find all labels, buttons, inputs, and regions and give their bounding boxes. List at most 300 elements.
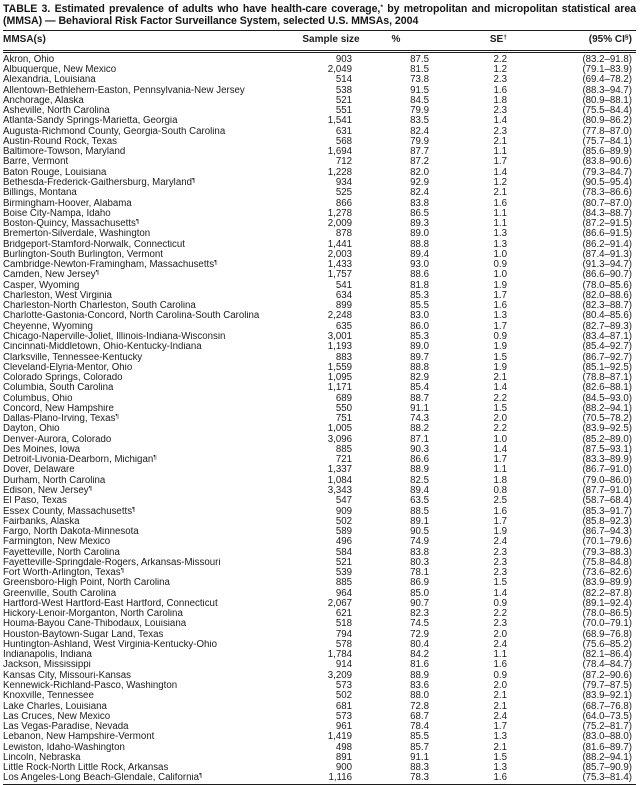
mmsa-name-cell: Barre, Vermont [3, 157, 69, 168]
ci-cell: (75.8–84.8) [582, 556, 632, 568]
title-footnote-marker: * [380, 4, 383, 11]
mmsa-name-cell: Austin-Round Rock, Texas [3, 136, 117, 147]
se-cell: 1.2 [493, 177, 507, 188]
se-cell: 1.1 [493, 464, 507, 476]
table-row [3, 209, 636, 219]
percent-cell: 63.5 [410, 495, 429, 507]
se-cell: 1.8 [493, 474, 507, 486]
footnote-marker: ¶ [153, 455, 157, 462]
percent-cell: 82.9 [410, 372, 429, 384]
percent-cell: 83.8 [410, 546, 429, 558]
percent-cell: 88.0 [410, 690, 429, 702]
ci-cell: (83.4–87.1) [582, 330, 632, 342]
mmsa-name-cell: Knoxville, Tennessee [3, 691, 94, 702]
col-header-percent: % [361, 30, 431, 51]
table-title-text-continued: by metropolitan and micropolitan statistical area (MMSA) — Behavioral Risk Factor Surveillance System, selected U.S. MMSAs, 2004 [3, 3, 636, 28]
table-row [3, 219, 636, 229]
se-cell: 1.5 [493, 751, 507, 763]
table-row [3, 127, 636, 137]
sample-size-cell: 635 [335, 320, 352, 332]
mmsa-name-cell: Houma-Bayou Cane-Thibodaux, Louisiana [3, 619, 187, 630]
table-row [3, 250, 636, 260]
percent-cell: 88.2 [410, 423, 429, 435]
sample-size-cell: 1,084 [327, 474, 352, 486]
percent-cell: 74.3 [410, 413, 429, 425]
se-cell: 2.1 [493, 690, 507, 702]
ci-cell: (83.2–91.8) [582, 53, 632, 65]
se-cell: 1.3 [493, 228, 507, 240]
sample-size-cell: 1,116 [328, 772, 352, 784]
mmsa-name-cell: Las Cruces, New Mexico [3, 711, 111, 722]
se-cell: 2.1 [493, 372, 507, 384]
se-cell: 2.3 [493, 567, 507, 579]
sample-size-cell: 885 [335, 443, 352, 455]
percent-cell: 91.5 [410, 84, 429, 96]
percent-cell: 87.1 [410, 433, 429, 445]
percent-cell: 82.4 [410, 125, 429, 137]
ci-cell: (88.3–94.7) [582, 84, 632, 96]
sample-size-cell: 866 [335, 197, 352, 209]
percent-cell: 88.8 [410, 361, 429, 373]
table-row [3, 363, 636, 373]
sample-size-cell: 891 [335, 751, 352, 763]
mmsa-name-cell: Fargo, North Dakota-Minnesota [3, 527, 139, 538]
table-row [3, 260, 636, 270]
percent-cell: 88.5 [410, 505, 429, 517]
percent-cell: 68.7 [410, 710, 429, 722]
ci-cell: (78.0–86.5) [582, 608, 632, 620]
se-cell: 2.3 [493, 546, 507, 558]
prevalence-table [3, 30, 636, 785]
sample-size-cell: 1,433 [327, 259, 352, 271]
mmsa-name-cell: Cheyenne, Wyoming [3, 321, 93, 332]
ci-cell: (80.7–87.0) [582, 197, 632, 209]
mmsa-name-cell: Cleveland-Elyria-Mentor, Ohio [3, 362, 133, 373]
se-cell: 2.3 [493, 74, 507, 86]
sample-size-cell: 1,419 [327, 731, 352, 743]
ci-cell: (85.6–89.9) [582, 146, 632, 158]
percent-cell: 85.5 [410, 300, 429, 312]
sample-size-cell: 900 [335, 762, 352, 774]
sample-size-cell: 721 [335, 454, 352, 466]
se-cell: 2.4 [493, 536, 507, 548]
table-row [3, 640, 636, 650]
se-cell: 1.4 [493, 115, 507, 127]
se-cell: 1.1 [493, 207, 507, 219]
ci-cell: (90.5–95.4) [582, 177, 632, 188]
se-cell: 1.4 [493, 166, 507, 178]
se-cell: 2.2 [493, 608, 507, 620]
percent-cell: 86.5 [410, 207, 429, 219]
ci-cell: (86.7–92.7) [582, 351, 632, 363]
ci-cell: (82.6–88.1) [582, 382, 632, 394]
sample-size-cell: 578 [335, 638, 352, 650]
footnote-marker: † [503, 34, 507, 42]
sample-size-cell: 550 [335, 402, 352, 414]
percent-cell: 81.6 [410, 659, 429, 671]
percent-cell: 78.1 [410, 567, 429, 579]
ci-cell: (79.0–86.0) [582, 474, 632, 486]
ci-cell: (70.1–79.6) [582, 536, 632, 548]
percent-cell: 89.1 [410, 515, 429, 527]
se-cell: 1.5 [493, 351, 507, 363]
ci-cell: (64.0–73.5) [582, 710, 632, 722]
se-cell: 1.5 [493, 577, 507, 589]
mmsa-name-cell: Clarksville, Tennessee-Kentucky [3, 352, 143, 363]
table-row [3, 322, 636, 332]
se-cell: 2.1 [493, 741, 507, 753]
table-row [3, 229, 636, 239]
se-cell: 2.2 [493, 423, 507, 435]
se-cell: 1.7 [493, 289, 507, 301]
percent-cell: 72.9 [410, 628, 429, 640]
sample-size-cell: 961 [335, 721, 352, 733]
mmsa-name-cell: Augusta-Richmond County, Georgia-South Carolina [3, 126, 226, 137]
percent-cell: 83.5 [410, 115, 429, 127]
se-cell: 2.1 [493, 700, 507, 712]
mmsa-name-cell: Kennewick-Richland-Pasco, Washington [3, 681, 178, 692]
se-cell: 1.0 [493, 269, 507, 281]
mmsa-name-cell: Los Angeles-Long Beach-Glendale, California¶ [3, 773, 203, 784]
se-cell: 2.1 [493, 135, 507, 147]
sample-size-cell: 3,001 [327, 330, 352, 342]
table-row [3, 311, 636, 321]
sample-size-cell: 1,694 [327, 146, 352, 158]
ci-cell: (87.5–93.1) [582, 443, 632, 455]
mmsa-name-cell: Boston-Quincy, Massachusetts¶ [3, 219, 140, 230]
table-row [3, 353, 636, 363]
percent-cell: 82.4 [410, 187, 429, 199]
percent-cell: 79.9 [410, 105, 429, 117]
table-body [3, 51, 636, 784]
sample-size-cell: 538 [335, 84, 352, 96]
sample-size-cell: 568 [335, 135, 352, 147]
mmsa-name-cell: Boise City-Nampa, Idaho [3, 208, 111, 219]
se-cell: 2.0 [493, 680, 507, 692]
table-row [3, 486, 636, 496]
mmsa-name-cell: Allentown-Bethlehem-Easton, Pennsylvania-New Jersey [3, 85, 245, 96]
percent-cell: 78.4 [410, 721, 429, 733]
se-cell: 0.8 [493, 484, 507, 496]
mmsa-name-cell: Jackson, Mississippi [3, 660, 91, 671]
sample-size-cell: 899 [335, 300, 352, 312]
percent-cell: 89.0 [410, 228, 429, 240]
mmsa-name-cell: Fairbanks, Alaska [3, 516, 80, 527]
se-cell: 1.6 [493, 772, 507, 784]
percent-cell: 84.5 [410, 94, 429, 106]
table-row [3, 188, 636, 198]
table-header [3, 30, 636, 51]
se-cell: 0.9 [493, 669, 507, 681]
sample-size-cell: 909 [335, 505, 352, 517]
sample-size-cell: 2,067 [327, 597, 352, 609]
ci-cell: (78.0–85.6) [582, 279, 632, 291]
ci-cell: (82.1–86.4) [582, 649, 632, 661]
percent-cell: 89.4 [410, 484, 429, 496]
table-row [3, 578, 636, 588]
sample-size-cell: 1,559 [327, 361, 352, 373]
se-cell: 1.6 [493, 659, 507, 671]
ci-cell: (69.4–78.2) [582, 74, 632, 86]
ci-cell: (68.9–76.8) [582, 628, 632, 640]
table-row [3, 589, 636, 599]
mmsa-name-cell: Kansas City, Missouri-Kansas [3, 670, 131, 681]
mmsa-name-cell: Baltimore-Towson, Maryland [3, 147, 126, 158]
mmsa-name-cell: Asheville, North Carolina [3, 106, 110, 117]
table-row [3, 394, 636, 404]
se-cell: 1.7 [493, 721, 507, 733]
ci-cell: (88.2–94.1) [582, 402, 632, 414]
sample-size-cell: 2,003 [327, 248, 352, 260]
percent-cell: 80.3 [410, 556, 429, 568]
se-cell: 1.7 [493, 454, 507, 466]
sample-size-cell: 496 [335, 536, 352, 548]
se-cell: 1.7 [493, 515, 507, 527]
ci-cell: (83.9–89.9) [582, 577, 632, 589]
sample-size-cell: 1,757 [327, 269, 352, 281]
ci-cell: (83.8–90.6) [582, 156, 632, 168]
mmsa-name-cell: Little Rock-North Little Rock, Arkansas [3, 763, 169, 774]
sample-size-cell: 502 [335, 515, 352, 527]
mmsa-name-cell: Las Vegas-Paradise, Nevada [3, 722, 129, 733]
table-row [3, 65, 636, 75]
mmsa-name-cell: Greensboro-High Point, North Carolina [3, 578, 170, 589]
sample-size-cell: 521 [335, 556, 352, 568]
table-row [3, 496, 636, 506]
table-row [3, 671, 636, 681]
footnote-marker: ¶ [135, 219, 140, 226]
table-row [3, 116, 636, 126]
table-row [3, 373, 636, 383]
ci-cell: (79.7–87.5) [582, 680, 632, 692]
table-row [3, 301, 636, 311]
ci-cell: (85.1–92.5) [582, 361, 632, 373]
percent-cell: 85.4 [410, 382, 429, 394]
se-cell: 1.9 [493, 526, 507, 538]
percent-cell: 85.7 [410, 741, 429, 753]
se-cell: 1.3 [493, 238, 507, 250]
table-row [3, 270, 636, 280]
ci-cell: (83.3–89.9) [582, 454, 632, 466]
percent-cell: 80.4 [410, 638, 429, 650]
mmsa-name-cell: Charlotte-Gastonia-Concord, North Carolina-South Carolina [3, 311, 260, 322]
mmsa-name-cell: Camden, New Jersey¶ [3, 270, 100, 281]
table-row [3, 199, 636, 209]
footnote-marker: § [624, 34, 629, 42]
table-row [3, 691, 636, 701]
ci-cell: (85.4–92.7) [582, 341, 632, 353]
ci-cell: (86.6–91.5) [582, 228, 632, 240]
ci-cell: (87.2–90.6) [582, 669, 632, 681]
se-cell: 2.0 [493, 628, 507, 640]
mmsa-name-cell: Bridgeport-Stamford-Norwalk, Connecticut [3, 239, 185, 250]
se-cell: 2.3 [493, 556, 507, 568]
sample-size-cell: 885 [335, 577, 352, 589]
sample-size-cell: 712 [335, 156, 352, 168]
se-cell: 1.1 [493, 649, 507, 661]
mmsa-name-cell: Albuquerque, New Mexico [3, 65, 117, 76]
se-cell: 1.0 [493, 248, 507, 260]
ci-cell: (75.5–84.4) [582, 105, 632, 117]
percent-cell: 83.0 [410, 310, 429, 322]
col-header-ci: (95% CI§) [511, 30, 636, 51]
table-row [3, 732, 636, 742]
ci-cell: (75.3–81.4) [582, 772, 632, 784]
mmsa-name-cell: El Paso, Texas [3, 496, 67, 507]
sample-size-cell: 539 [335, 567, 352, 579]
sample-size-cell: 573 [335, 710, 352, 722]
sample-size-cell: 631 [335, 125, 352, 137]
ci-cell: (82.3–88.7) [582, 300, 632, 312]
se-cell: 2.4 [493, 638, 507, 650]
sample-size-cell: 589 [335, 526, 352, 538]
sample-size-cell: 3,209 [327, 669, 352, 681]
sample-size-cell: 514 [335, 74, 352, 86]
se-cell: 1.8 [493, 94, 507, 106]
table-row [3, 240, 636, 250]
mmsa-name-cell: Huntington-Ashland, West Virginia-Kentucky-Ohio [3, 639, 217, 650]
footnote-marker: ¶ [95, 270, 100, 277]
percent-cell: 89.0 [410, 341, 429, 353]
sample-size-cell: 547 [335, 495, 352, 507]
se-cell: 2.5 [493, 495, 507, 507]
se-cell: 2.2 [493, 392, 507, 404]
ci-cell: (86.7–91.0) [582, 464, 632, 476]
percent-cell: 91.1 [410, 751, 429, 763]
sample-size-cell: 964 [335, 587, 352, 599]
table-row [3, 712, 636, 722]
mmsa-name-cell: Baton Rouge, Louisiana [3, 167, 107, 178]
mmsa-name-cell: Dallas-Plano-Irving, Texas¶ [3, 414, 120, 425]
ci-cell: (75.2–81.7) [582, 721, 632, 733]
mmsa-name-cell: Charleston-North Charleston, South Carolina [3, 301, 196, 312]
se-cell: 1.4 [493, 382, 507, 394]
percent-cell: 84.2 [410, 649, 429, 661]
ci-cell: (88.2–94.1) [582, 751, 632, 763]
percent-cell: 91.1 [410, 402, 429, 414]
table-row [3, 414, 636, 424]
ci-cell: (80.9–86.2) [582, 115, 632, 127]
mmsa-name-cell: Akron, Ohio [3, 53, 55, 65]
ci-cell: (86.6–90.7) [582, 269, 632, 281]
percent-cell: 93.0 [410, 259, 429, 271]
table-row [3, 763, 636, 773]
se-cell: 0.9 [493, 597, 507, 609]
se-cell: 2.3 [493, 125, 507, 137]
sample-size-cell: 1,441 [327, 238, 352, 250]
table-row [3, 455, 636, 465]
se-cell: 1.7 [493, 156, 507, 168]
percent-cell: 74.9 [410, 536, 429, 548]
ci-cell: (70.0–79.1) [582, 618, 632, 630]
table-row [3, 476, 636, 486]
percent-cell: 78.3 [410, 772, 429, 784]
sample-size-cell: 2,009 [327, 218, 352, 230]
ci-cell: (83.9–92.1) [582, 690, 632, 702]
sample-size-cell: 3,096 [327, 433, 352, 445]
ci-cell: (85.8–92.3) [582, 515, 632, 527]
sample-size-cell: 525 [335, 187, 352, 199]
ci-cell: (79.1–83.9) [582, 64, 632, 76]
mmsa-name-cell: Chicago-Naperville-Joliet, Illinois-Indiana-Wisconsin [3, 331, 226, 342]
mmsa-name-cell: Farmington, New Mexico [3, 537, 111, 548]
sample-size-cell: 502 [335, 690, 352, 702]
se-cell: 1.3 [493, 762, 507, 774]
mmsa-name-cell: Alexandria, Louisiana [3, 75, 96, 86]
percent-cell: 90.7 [410, 597, 429, 609]
table-row [3, 281, 636, 291]
percent-cell: 83.6 [410, 680, 429, 692]
sample-size-cell: 1,541 [327, 115, 352, 127]
mmsa-name-cell: Bremerton-Silverdale, Washington [3, 229, 151, 240]
se-cell: 2.4 [493, 710, 507, 722]
percent-cell: 87.7 [410, 146, 429, 158]
sample-size-cell: 584 [335, 546, 352, 558]
percent-cell: 92.9 [410, 177, 429, 188]
ci-cell: (80.4–85.6) [582, 310, 632, 322]
mmsa-name-cell: Greenville, South Carolina [3, 588, 117, 599]
se-cell: 1.3 [493, 310, 507, 322]
ci-cell: (70.5–78.2) [582, 413, 632, 425]
percent-cell: 87.2 [410, 156, 429, 168]
se-cell: 2.0 [493, 413, 507, 425]
table-header-row [3, 30, 636, 51]
sample-size-cell: 878 [335, 228, 352, 240]
sample-size-cell: 681 [335, 700, 352, 712]
ci-cell: (82.7–89.3) [582, 320, 632, 332]
percent-cell: 82.5 [410, 474, 429, 486]
table-row [3, 332, 636, 342]
table-row [3, 435, 636, 445]
mmsa-name-cell: Lebanon, New Hampshire-Vermont [3, 732, 155, 743]
sample-size-cell: 551 [335, 105, 352, 117]
sample-size-cell: 1,193 [327, 341, 352, 353]
table-row [3, 383, 636, 393]
sample-size-cell: 934 [335, 177, 352, 188]
sample-size-cell: 1,171 [327, 382, 352, 394]
table-row [3, 424, 636, 434]
table-row [3, 599, 636, 609]
percent-cell: 82.3 [410, 608, 429, 620]
se-cell: 1.9 [493, 361, 507, 373]
mmsa-name-cell: Casper, Wyoming [3, 280, 80, 291]
ci-cell: (82.2–87.8) [582, 587, 632, 599]
percent-cell: 88.9 [410, 669, 429, 681]
se-cell: 1.1 [493, 218, 507, 230]
mmsa-name-cell: Durham, North Carolina [3, 475, 106, 486]
percent-cell: 86.0 [410, 320, 429, 332]
ci-cell: (85.2–89.0) [582, 433, 632, 445]
sample-size-cell: 498 [335, 741, 352, 753]
percent-cell: 90.3 [410, 443, 429, 455]
ci-cell: (84.3–88.7) [582, 207, 632, 219]
table-row [3, 702, 636, 712]
percent-cell: 85.3 [410, 330, 429, 342]
se-cell: 1.1 [493, 146, 507, 158]
mmsa-name-cell: Detroit-Livonia-Dearborn, Michigan¶ [3, 455, 157, 466]
percent-cell: 73.8 [410, 74, 429, 86]
percent-cell: 89.3 [410, 218, 429, 230]
table-row [3, 106, 636, 116]
mmsa-name-cell: Lake Charles, Louisiana [3, 701, 107, 712]
sample-size-cell: 634 [335, 289, 352, 301]
percent-cell: 81.8 [410, 279, 429, 291]
table-title [3, 3, 636, 28]
footnote-marker: ¶ [132, 506, 136, 513]
mmsa-name-cell: Anchorage, Alaska [3, 95, 84, 106]
sample-size-cell: 794 [335, 628, 352, 640]
mmsa-name-cell: Fort Worth-Arlington, Texas¶ [3, 568, 125, 579]
